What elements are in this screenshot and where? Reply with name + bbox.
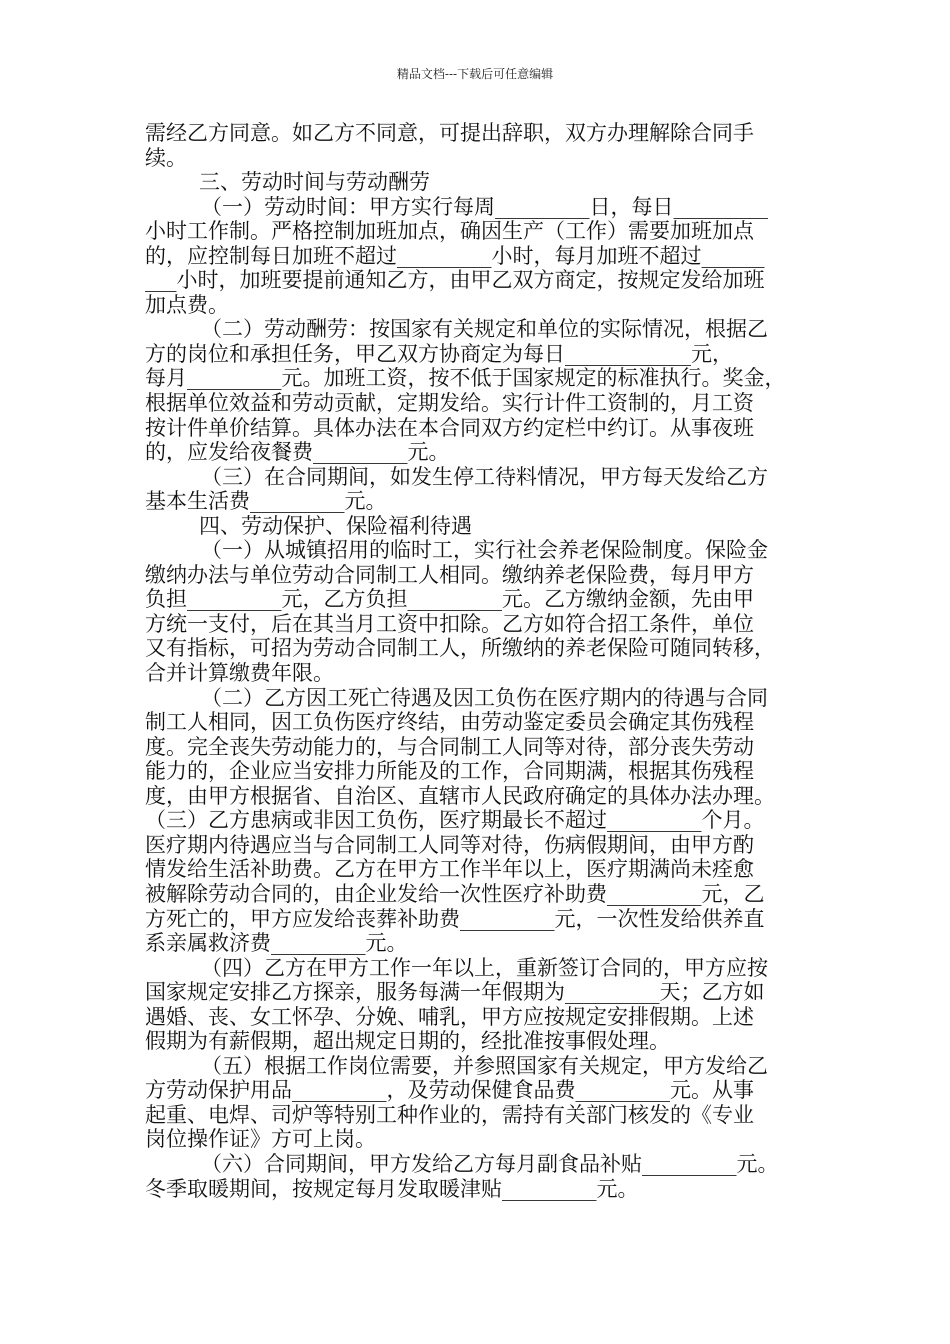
text-line: 情发给生活补助费。乙方在甲方工作半年以上，医疗期满尚未痊愈: [145, 857, 754, 882]
text-line: （三）乙方患病或非因工负伤，医疗期最长不超过_________个月。: [145, 808, 765, 833]
text-line: 能力的，企业应当安排力所能及的工作，合同期满，根据其伤残程: [145, 759, 754, 784]
text-line: （五）根据工作岗位需要，并参照国家有关规定，甲方发给乙: [201, 1053, 768, 1078]
text-line: 又有指标，可招为劳动合同制工人，所缴纳的养老保险可随同转移，: [145, 636, 775, 661]
text-line: 被解除劳动合同的，由企业发给一次性医疗补助费_________元，乙: [145, 881, 765, 906]
text-line: 缴纳办法与单位劳动合同制工人相同。缴纳养老保险费，每月甲方: [145, 562, 754, 587]
text-line: ___小时，加班要提前通知乙方，由甲乙双方商定，按规定发给加班: [145, 268, 765, 293]
text-line: （一）劳动时间：甲方实行每周_________日，每日_________: [201, 194, 768, 219]
text-line: 按计件单价结算。具体办法在本合同双方约定栏中约订。从事夜班: [145, 415, 754, 440]
text-line: （一）从城镇招用的临时工，实行社会养老保险制度。保险金: [201, 538, 768, 563]
text-line: 度。完全丧失劳动能力的，与合同制工人同等对待，部分丧失劳动: [145, 734, 754, 759]
text-line: （三）在合同期间，如发生停工待料情况，甲方每天发给乙方: [201, 464, 768, 489]
text-line: 度，由甲方根据省、自治区、直辖市人民政府确定的具体办法办理。: [145, 783, 775, 808]
text-line: （二）劳动酬劳：按国家有关规定和单位的实际情况，根据乙: [201, 317, 768, 342]
text-line: 方死亡的，甲方应发给丧葬补助费_________元，一次性发给供养直: [145, 906, 765, 931]
text-line: 的，应控制每日加班不超过_________小时，每月加班不超过______: [145, 243, 765, 268]
text-line: 假期为有薪假期，超出规定日期的，经批准按事假处理。: [145, 1029, 670, 1054]
text-line: 小时工作制。严格控制加班加点，确因生产（工作）需要加班加点: [145, 219, 754, 244]
text-line: 方的岗位和承担任务，甲乙双方协商定为每日____________元，: [145, 341, 733, 366]
text-line: 国家规定安排乙方探亲，服务每满一年假期为_________天；乙方如: [145, 980, 765, 1005]
text-line: 制工人相同，因工负伤医疗终结，由劳动鉴定委员会确定其伤残程: [145, 710, 754, 735]
text-line: 根据单位效益和劳动贡献，定期发给。实行计件工资制的，月工资: [145, 391, 754, 416]
text-line: 方劳动保护用品_________，及劳动保健食品费_________元。从事: [145, 1078, 754, 1103]
section-heading: 四、劳动保护、保险福利待遇: [199, 513, 472, 538]
text-line: 合并计算缴费年限。: [145, 661, 334, 686]
text-line: （六）合同期间，甲方发给乙方每月副食品补贴_________元。: [201, 1151, 779, 1176]
text-line: 加点费。: [145, 292, 229, 317]
text-line: 医疗期内待遇应当与合同制工人同等对待，伤病假期间，由甲方酌: [145, 832, 754, 857]
text-line: 需经乙方同意。如乙方不同意，可提出辞职，双方办理解除合同手: [145, 121, 754, 145]
text-line: 系亲属救济费_________元。: [145, 931, 408, 956]
text-line: 遇婚、丧、女工怀孕、分娩、哺乳，甲方应按规定安排假期。上述: [145, 1004, 754, 1029]
text-line: 起重、电焊、司炉等特别工种作业的，需持有关部门核发的《专业: [145, 1102, 754, 1127]
text-line: 岗位操作证》方可上岗。: [145, 1127, 376, 1152]
text-line: 每月_________元。加班工资，按不低于国家规定的标准执行。奖金，: [145, 366, 786, 391]
document-body: [145, 121, 817, 1201]
text-line: 负担_________元，乙方负担_________元。乙方缴纳金额，先由甲: [145, 587, 754, 612]
text-line: 冬季取暖期间，按规定每月发取暖津贴_________元。: [145, 1176, 639, 1201]
page-header-note: 精品文档---下载后可任意编辑: [396, 67, 554, 81]
section-heading: 三、劳动时间与劳动酬劳: [199, 170, 430, 195]
text-line: 续。: [145, 145, 187, 170]
text-line: 基本生活费_________元。: [145, 489, 387, 514]
text-line: （二）乙方因工死亡待遇及因工负伤在医疗期内的待遇与合同: [201, 685, 768, 710]
text-line: 的，应发给夜餐费_________元。: [145, 440, 450, 465]
text-line: （四）乙方在甲方工作一年以上，重新签订合同的，甲方应按: [201, 955, 768, 980]
text-line: 方统一支付，后在其当月工资中扣除。乙方如符合招工条件，单位: [145, 611, 754, 636]
